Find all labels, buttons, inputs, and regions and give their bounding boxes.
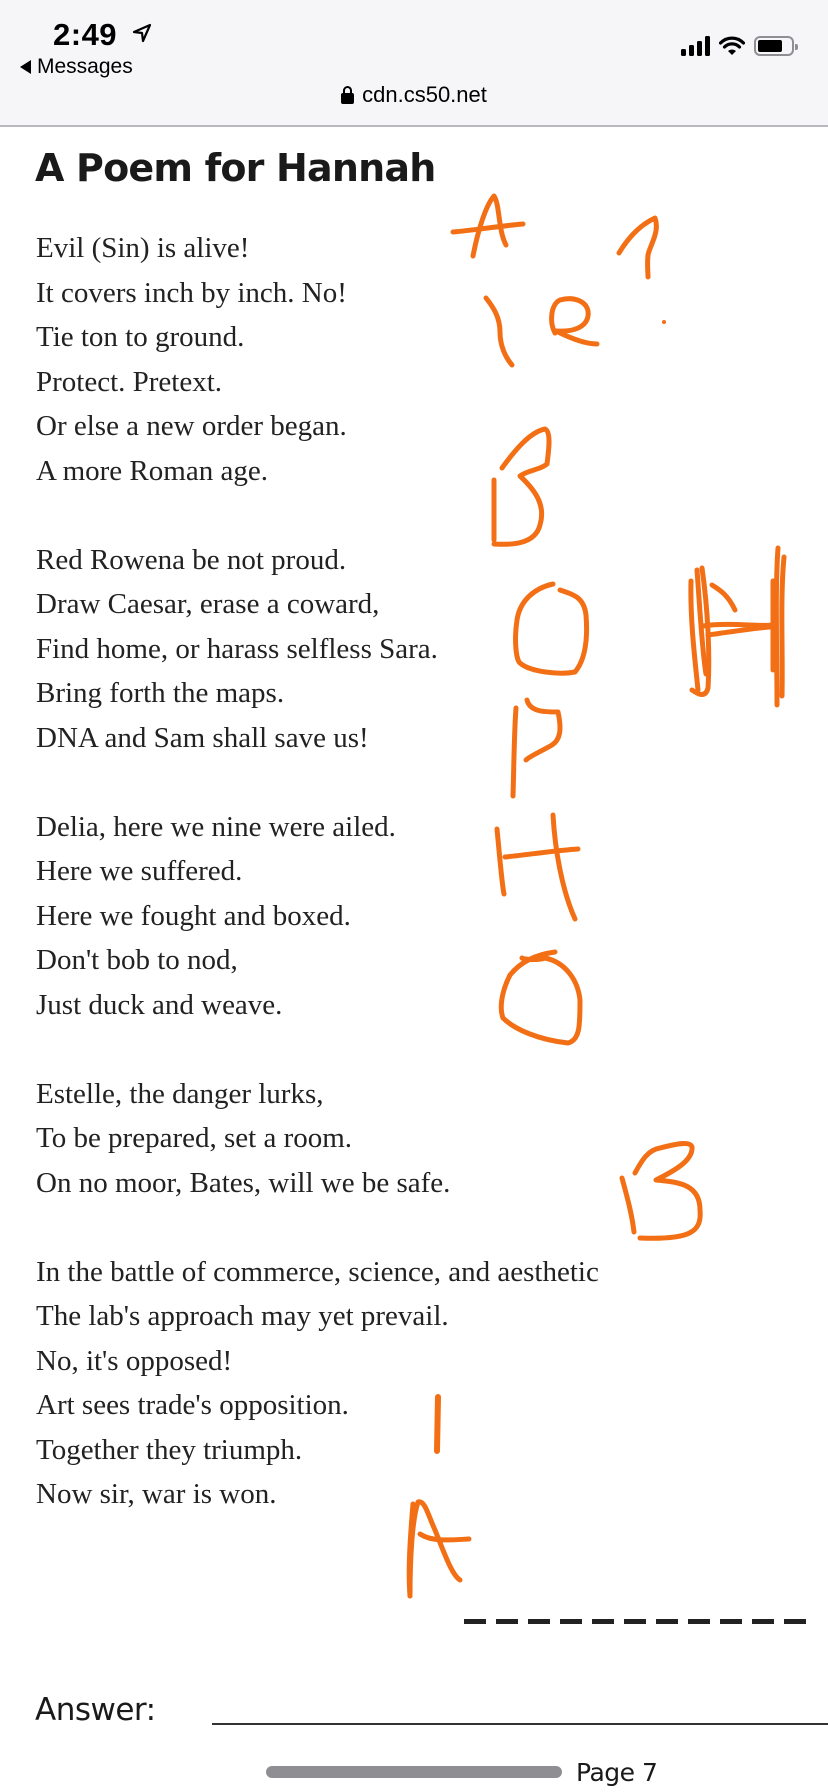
poem-line: Delia, here we nine were ailed. xyxy=(36,810,396,843)
stanza-break xyxy=(36,1027,756,1072)
poem-line: Here we suffered. xyxy=(36,855,243,887)
back-label: Messages xyxy=(37,55,133,78)
poem-line: DNA and Sam shall save us! xyxy=(36,721,369,754)
answer-blank-dashes xyxy=(464,1619,808,1624)
cellular-signal-icon xyxy=(681,36,710,56)
poem-line: Evil (Sin) is alive! xyxy=(36,232,250,264)
answer-line xyxy=(212,1723,828,1725)
lock-icon xyxy=(341,86,354,104)
poem-body xyxy=(36,226,756,1517)
answer-label: Answer: xyxy=(35,1692,156,1728)
page-number: Page 7 xyxy=(576,1758,658,1787)
location-arrow-icon xyxy=(131,22,153,44)
poem-line: On no moor, Bates, will we be safe. xyxy=(36,1166,451,1199)
stanza-break xyxy=(36,760,756,805)
ios-status-and-url-bar xyxy=(0,0,828,127)
poem-line: In the battle of commerce, science, and aesthetic xyxy=(36,1255,599,1288)
back-to-messages-button[interactable] xyxy=(20,55,133,79)
poem-line: Together they triumph. xyxy=(36,1433,303,1466)
poem-line: Don't bob to nod, xyxy=(36,944,238,976)
poem-line: Art sees trade's opposition. xyxy=(36,1389,349,1421)
wifi-icon xyxy=(719,36,745,56)
back-triangle-icon xyxy=(20,60,31,74)
page-title: A Poem for Hannah xyxy=(35,146,436,190)
poem-line: Bring forth the maps. xyxy=(36,677,285,709)
poem-line: Here we fought and boxed. xyxy=(36,899,351,932)
poem-line: Just duck and weave. xyxy=(36,988,283,1021)
stanza-break xyxy=(36,1205,756,1250)
url-bar[interactable] xyxy=(0,78,828,112)
poem-line: No, it's opposed! xyxy=(36,1344,233,1377)
poem-line: Now sir, war is won. xyxy=(36,1478,277,1510)
poem-line: Protect. Pretext. xyxy=(36,365,223,398)
poem-line: To be prepared, set a room. xyxy=(36,1122,353,1154)
poem-line: Or else a new order began. xyxy=(36,410,347,442)
url-text: cdn.cs50.net xyxy=(362,82,487,107)
status-icons xyxy=(681,36,794,56)
poem-line: Estelle, the danger lurks, xyxy=(36,1077,324,1110)
poem-line: Red Rowena be not proud. xyxy=(36,543,347,576)
poem-line: The lab's approach may yet prevail. xyxy=(36,1300,449,1332)
poem-line: Draw Caesar, erase a coward, xyxy=(36,588,380,620)
poem-line: A more Roman age. xyxy=(36,454,268,487)
poem-line: Find home, or harass selfless Sara. xyxy=(36,632,438,665)
stanza-break xyxy=(36,493,756,538)
battery-icon xyxy=(754,36,794,56)
home-indicator[interactable] xyxy=(266,1766,562,1778)
status-time: 2:49 xyxy=(53,17,118,52)
poem-line: It covers inch by inch. No! xyxy=(36,276,347,309)
poem-line: Tie ton to ground. xyxy=(36,321,245,353)
